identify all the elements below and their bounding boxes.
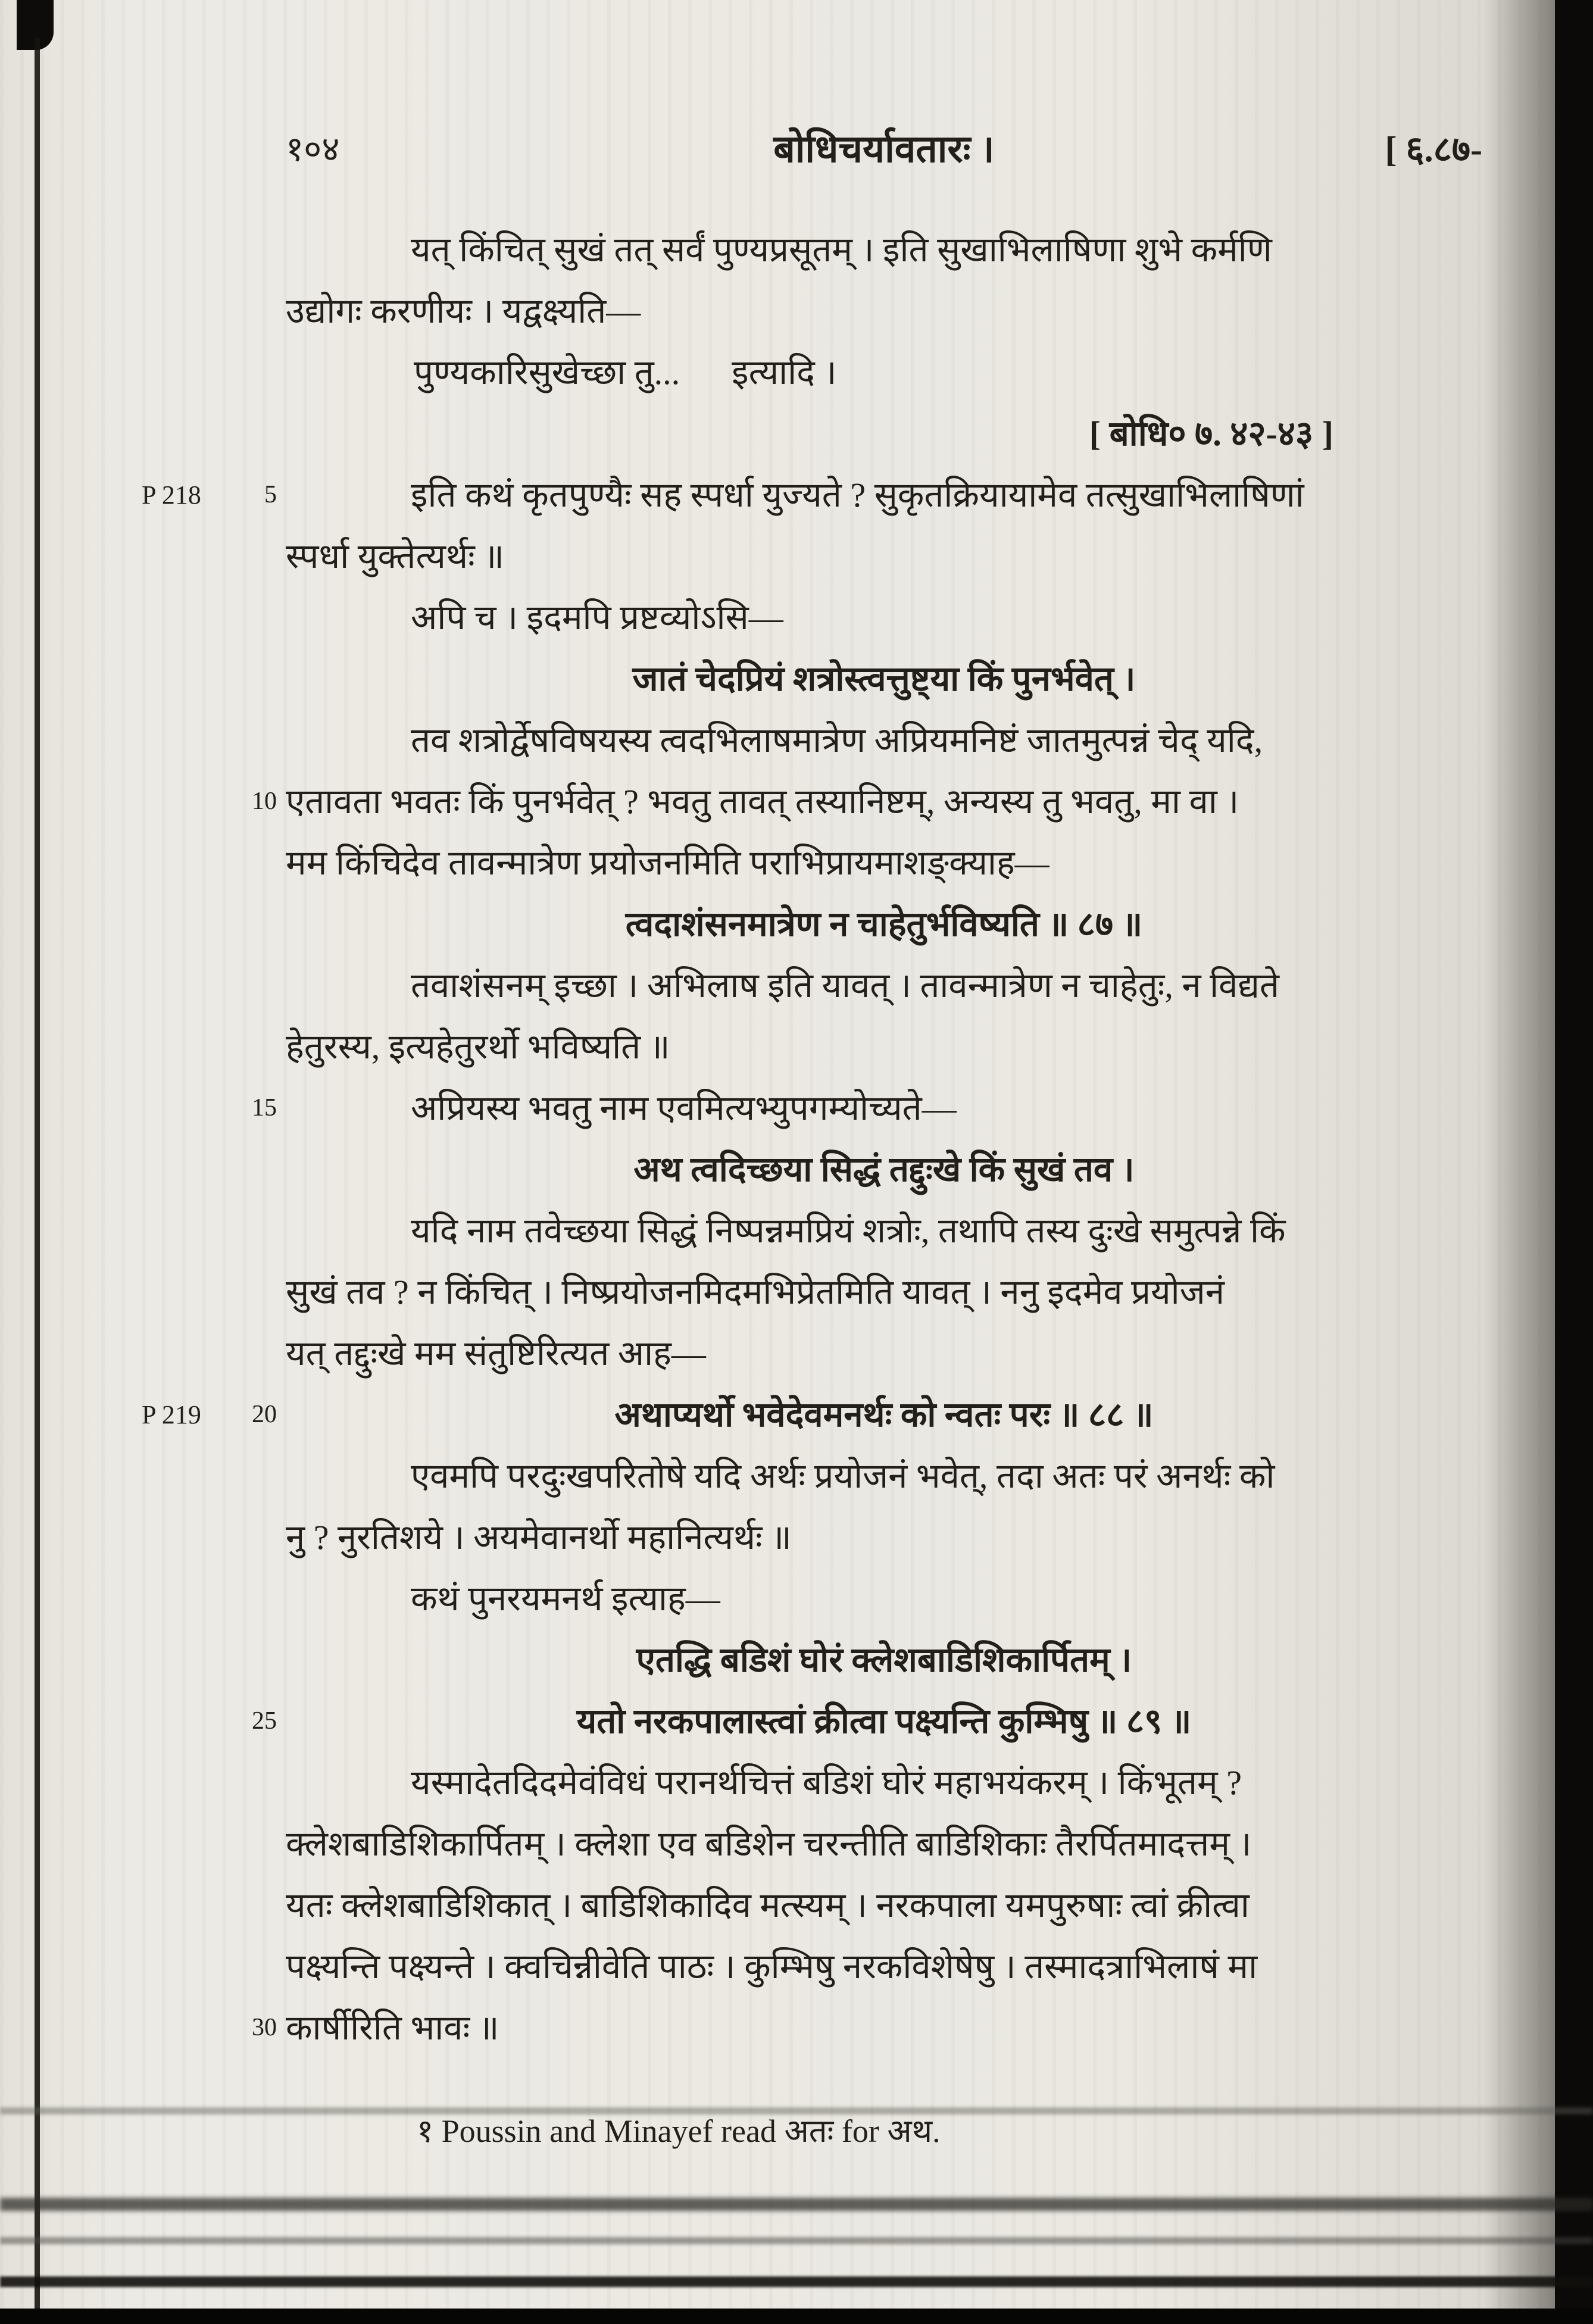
text-line [286, 342, 1482, 403]
line-number: 30 [252, 2014, 277, 2041]
line-number: 5 [264, 481, 277, 508]
line-text: तव शत्रोर्द्वेषविषयस्य त्वदभिलाषमात्रेण अप्रियमनिष्टं जातमुत्पन्नं चेद् यदि, [411, 721, 1263, 760]
text-line [252, 1077, 1482, 1139]
text-line [286, 587, 1482, 648]
scan-artifact-right-fade [1483, 0, 1555, 2324]
line-text: मम किंचिदेव तावन्मात्रेण प्रयोजनमिति पराभिप्रायमाशङ्क्याह— [286, 844, 1049, 882]
scan-artifact-bottom-streak-3 [0, 2237, 1593, 2244]
reference-line [286, 403, 1482, 464]
text-line [286, 1323, 1482, 1384]
text-line [286, 710, 1482, 771]
line-text: एवमपि परदुःखपरितोषे यदि अर्थः प्रयोजनं भवेत्, तदा अतः परं अनर्थः को [411, 1457, 1275, 1495]
scan-artifact-bottom-streak-1 [0, 2107, 1593, 2114]
verse-line [286, 1139, 1482, 1200]
verse-line [142, 1384, 1482, 1445]
line-text: यत् तद्दुःखे मम संतुष्टिरित्यत आह— [286, 1334, 706, 1373]
text-line [286, 219, 1482, 280]
line-text: यतो नरकपालास्त्वां क्रीत्वा पक्ष्यन्ति कुम्भिषु ॥ ८९ ॥ [576, 1702, 1192, 1741]
verse-line [286, 1629, 1482, 1691]
line-text: यस्मादेतदिदमेवंविधं परानर्थचित्तं बडिशं घोरं महाभयंकरम् । किंभूतम् ? [411, 1763, 1242, 1802]
line-text: हेतुरस्य, इत्यहेतुरर्थो भविष्यति ॥ [286, 1027, 670, 1066]
line-text: यत् किंचित् सुखं तत् सर्वं पुण्यप्रसूतम् । इति सुखाभिलाषिणा शुभे कर्मणि [411, 230, 1272, 269]
text-line [286, 280, 1482, 342]
line-text: एतावता भवतः किं पुनर्भवेत् ? भवतु तावत् तस्यानिष्टम्, अन्यस्य तु भवतु, मा वा । [286, 782, 1239, 821]
line-text: स्पर्धा युक्तेत्यर्थः ॥ [286, 537, 504, 576]
line-text: उद्योगः करणीयः । यद्वक्ष्यति— [286, 292, 641, 330]
line-text: पुण्यकारिसुखेच्छा तु... इत्यादि । [414, 353, 837, 392]
text-line [286, 1261, 1482, 1323]
scan-artifact-bottom-streak-2 [0, 2198, 1593, 2211]
text-line [286, 1445, 1482, 1507]
line-text: अथाप्यर्थो भवेदेवमनर्थः को न्वतः परः ॥ ८८ ॥ [614, 1395, 1154, 1434]
scan-artifact-bottom-streak-4 [0, 2276, 1593, 2287]
scan-artifact-bottom-edge [0, 2309, 1593, 2324]
line-text: त्वदाशंसनमात्रेण न चाहेतुर्भविष्यति ॥ ८७ ॥ [625, 905, 1143, 944]
line-text: नु ? नुरतिशये । अयमेवानर्थो महानित्यर्थः ॥ [286, 1518, 792, 1557]
margin-page-note: P 219 [142, 1400, 201, 1429]
line-text: [ बोधि० ७. ४२-४३ ] [1089, 414, 1333, 453]
line-text: अप्रियस्य भवतु नाम एवमित्यभ्युपगम्योच्यते— [411, 1089, 957, 1127]
footnote: १ Poussin and Minayef read अतः for अथ. [417, 2113, 941, 2149]
line-text: यदि नाम तवेच्छया सिद्धं निष्पन्नमप्रियं शत्रोः, तथापि तस्य दुःखे समुत्पन्ने किं [411, 1211, 1286, 1250]
page-header [286, 123, 1482, 176]
line-text: कार्षीरिति भावः ॥ [286, 2008, 499, 2047]
line-number: 25 [252, 1707, 277, 1735]
text-line [286, 1813, 1482, 1875]
text-line [286, 1507, 1482, 1568]
margin-page-note: P 218 [142, 480, 201, 510]
verse-range-reference: [ ६.८७- [1385, 130, 1482, 169]
verse-line [252, 1691, 1482, 1752]
verse-line [286, 894, 1482, 955]
text-line [286, 1200, 1482, 1261]
text-line [252, 771, 1482, 832]
line-number: 15 [252, 1094, 277, 1122]
scan-artifact-left-edge-line [35, 38, 40, 2310]
line-text: इति कथं कृतपुण्यैः सह स्पर्धा युज्यते ? सुकृतक्रियायामेव तत्सुखाभिलाषिणां [411, 476, 1304, 514]
line-text: पक्ष्यन्ति पक्ष्यन्ते । क्वचिन्नीवेति पाठः । कुम्भिषु नरकविशेषेषु । तस्मादत्राभिलाषं मा [286, 1947, 1258, 1986]
scan-artifact-right-band [1555, 0, 1593, 2324]
text-line [286, 832, 1482, 894]
text-line [252, 1997, 1482, 2059]
line-number: 10 [252, 788, 277, 815]
running-title: बोधिचर्यावतारः । [773, 128, 995, 170]
line-text: कथं पुनरयमनर्थ इत्याह— [411, 1579, 720, 1618]
folio-number: १०४ [286, 130, 340, 168]
text-line [286, 526, 1482, 587]
line-text: तवाशंसनम् इच्छा । अभिलाष इति यावत् । तावन्मात्रेण न चाहेतुः, न विद्यते [411, 966, 1279, 1005]
text-body [142, 219, 1482, 2059]
line-number: 20 [252, 1401, 277, 1428]
line-text: जातं चेदप्रियं शत्रोस्त्वत्तुष्ट्या किं पुनर्भवेत् । [632, 660, 1136, 698]
text-line [286, 955, 1482, 1016]
verse-line [286, 648, 1482, 710]
line-text: क्लेशबाडिशिकार्पितम् । क्लेशा एव बडिशेन चरन्तीति बाडिशिकाः तैरर्पितमादत्तम् । [286, 1825, 1252, 1863]
text-line [286, 1875, 1482, 1936]
text-line [286, 1016, 1482, 1077]
text-line [286, 1752, 1482, 1813]
text-line [286, 1568, 1482, 1629]
text-line [142, 464, 1482, 526]
line-text: सुखं तव ? न किंचित् । निष्प्रयोजनमिदमभिप्रेतमिति यावत् । ननु इदमेव प्रयोजनं [286, 1273, 1225, 1311]
line-text: एतद्धि बडिशं घोरं क्लेशबाडिशिकार्पितम् । [636, 1641, 1132, 1679]
line-text: यतः क्लेशबाडिशिकात् । बाडिशिकादिव मत्स्यम् । नरकपाला यमपुरुषाः त्वां क्रीत्वा [286, 1886, 1250, 1925]
text-line [286, 1936, 1482, 1997]
line-text: अथ त्वदिच्छया सिद्धं तद्दुःखे किं सुखं तव । [633, 1150, 1135, 1189]
line-text: अपि च । इदमपि प्रष्टव्योऽसि— [411, 598, 783, 637]
